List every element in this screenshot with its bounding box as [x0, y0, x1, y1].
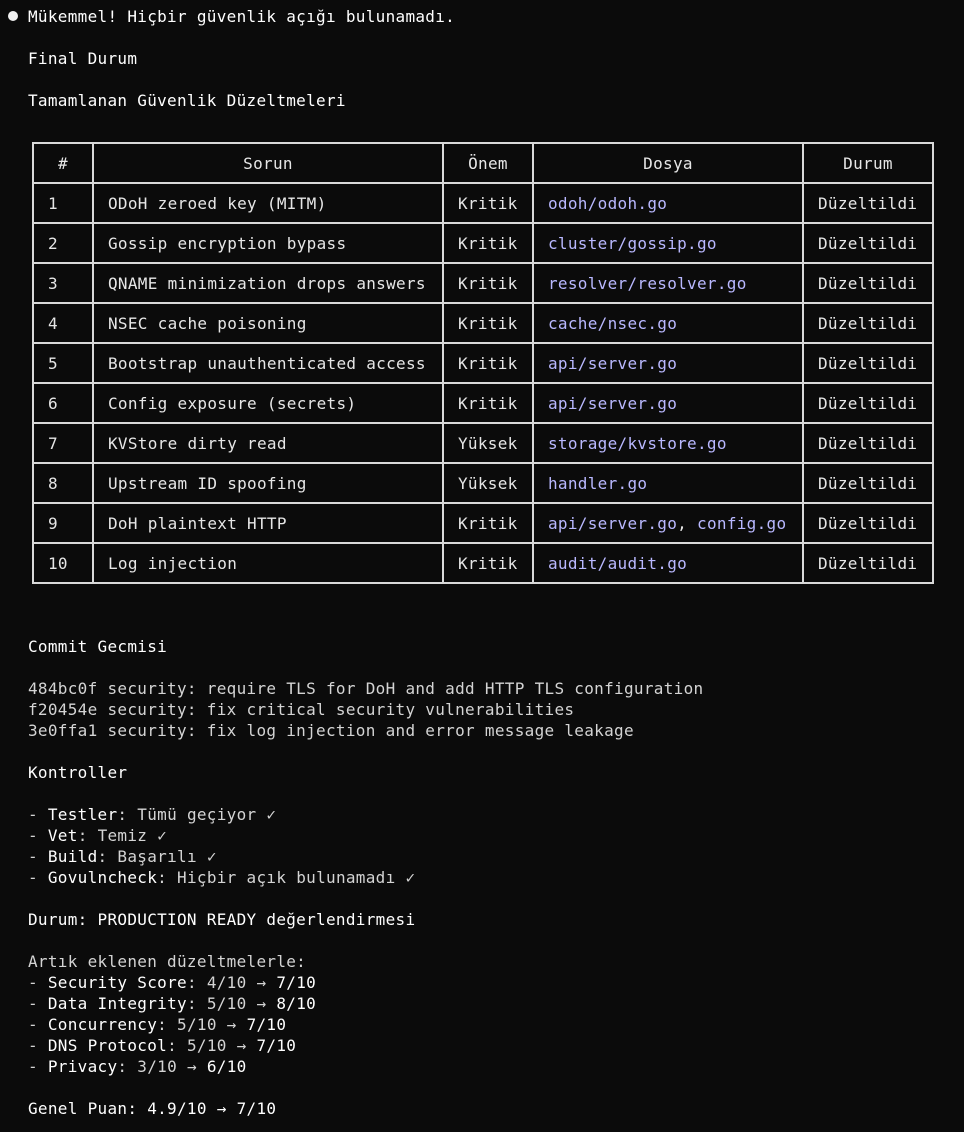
row-severity: Kritik — [443, 383, 533, 423]
row-issue: Gossip encryption bypass — [93, 223, 443, 263]
commit-line: f20454e security: fix critical security vulnerabilities — [28, 700, 575, 719]
score-item: - Concurrency: 5/10 → 7/10 — [28, 1015, 287, 1034]
status-bullet-icon — [8, 11, 18, 21]
row-severity: Kritik — [443, 543, 533, 583]
row-files — [533, 423, 803, 463]
check-label: Govulncheck — [47, 868, 158, 887]
table-row — [33, 423, 933, 463]
row-status: Düzeltildi — [803, 183, 933, 223]
row-files — [533, 263, 803, 303]
assessment-intro: Artık eklenen düzeltmelerle: — [28, 952, 307, 971]
score-item: - DNS Protocol: 5/10 → 7/10 — [28, 1036, 297, 1055]
file-link[interactable]: api/server.go — [548, 353, 678, 373]
score-label: Data Integrity — [47, 994, 187, 1013]
file-link[interactable]: api/server.go — [548, 393, 678, 413]
row-files — [533, 223, 803, 263]
check-item: - Build: Başarılı ✓ — [28, 847, 217, 866]
row-issue: Bootstrap unauthenticated access — [93, 343, 443, 383]
row-issue: Upstream ID spoofing — [93, 463, 443, 503]
row-status: Düzeltildi — [803, 303, 933, 343]
row-num: 10 — [33, 543, 93, 583]
check-item: - Vet: Temiz ✓ — [28, 826, 168, 845]
row-files — [533, 383, 803, 423]
check-label: Build — [47, 847, 98, 866]
table-row — [33, 303, 933, 343]
score-label: Privacy — [47, 1057, 118, 1076]
check-value: Temiz ✓ — [97, 826, 168, 845]
check-item: - Testler: Tümü geçiyor ✓ — [28, 805, 277, 824]
row-status: Düzeltildi — [803, 223, 933, 263]
check-label: Testler — [47, 805, 118, 824]
row-files — [533, 183, 803, 223]
row-num: 4 — [33, 303, 93, 343]
row-files — [533, 303, 803, 343]
score-before: 5/10 — [177, 1015, 217, 1034]
row-severity: Kritik — [443, 263, 533, 303]
commits-heading: Commit Gecmisi — [28, 637, 168, 656]
row-status: Düzeltildi — [803, 463, 933, 503]
score-label: Concurrency — [47, 1015, 158, 1034]
file-link[interactable]: audit/audit.go — [548, 553, 688, 573]
row-num: 6 — [33, 383, 93, 423]
section-heading: Tamamlanan Güvenlik Düzeltmeleri — [28, 91, 346, 110]
table-row — [33, 383, 933, 423]
row-severity: Kritik — [443, 183, 533, 223]
score-before: 4/10 — [206, 973, 247, 992]
score-after: 7/10 — [276, 973, 317, 992]
check-value: Hiçbir açık bulunamadı ✓ — [177, 868, 416, 887]
row-severity: Kritik — [443, 343, 533, 383]
score-after: 6/10 — [206, 1057, 247, 1076]
file-link[interactable]: api/server.go — [548, 513, 678, 533]
header-num: # — [33, 143, 93, 183]
row-num: 8 — [33, 463, 93, 503]
score-before: 5/10 — [186, 1036, 227, 1055]
table-row — [33, 223, 933, 263]
file-link[interactable]: odoh/odoh.go — [548, 193, 668, 213]
check-item: - Govulncheck: Hiçbir açık bulunamadı ✓ — [28, 868, 416, 887]
status-message: Mükemmel! Hiçbir güvenlik açığı bulunamadı. — [28, 7, 456, 26]
file-link[interactable]: handler.go — [548, 473, 648, 493]
row-num: 5 — [33, 343, 93, 383]
row-severity: Kritik — [443, 503, 533, 543]
check-label: Vet — [47, 826, 78, 845]
row-severity: Kritik — [443, 223, 533, 263]
header-status: Durum — [803, 143, 933, 183]
score-item: - Data Integrity: 5/10 → 8/10 — [28, 994, 317, 1013]
commit-line: 484bc0f security: require TLS for DoH and add HTTP TLS configuration — [28, 679, 704, 698]
table-row — [33, 183, 933, 223]
row-issue: NSEC cache poisoning — [93, 303, 443, 343]
row-status: Düzeltildi — [803, 263, 933, 303]
row-status: Düzeltildi — [803, 423, 933, 463]
score-before: 3/10 — [137, 1057, 178, 1076]
row-issue: KVStore dirty read — [93, 423, 443, 463]
table-row — [33, 503, 933, 543]
table-header-row — [33, 143, 933, 183]
score-after: 7/10 — [256, 1036, 297, 1055]
table-row — [33, 543, 933, 583]
table-row — [33, 263, 933, 303]
checks-heading: Kontroller — [28, 763, 128, 782]
file-link[interactable]: config.go — [697, 513, 787, 533]
row-files: api/server.go, config.go — [533, 503, 803, 543]
file-link[interactable]: storage/kvstore.go — [548, 433, 727, 453]
overall-score: Genel Puan: 4.9/10 → 7/10 — [28, 1099, 277, 1118]
score-label: Security Score — [47, 973, 187, 992]
row-files — [533, 543, 803, 583]
score-item: - Security Score: 4/10 → 7/10 — [28, 973, 317, 992]
file-link[interactable]: cache/nsec.go — [548, 313, 678, 333]
row-num: 2 — [33, 223, 93, 263]
row-num: 9 — [33, 503, 93, 543]
score-label: DNS Protocol — [47, 1036, 168, 1055]
row-status: Düzeltildi — [803, 503, 933, 543]
score-after: 7/10 — [246, 1015, 287, 1034]
row-issue: Config exposure (secrets) — [93, 383, 443, 423]
check-value: Tümü geçiyor ✓ — [137, 805, 277, 824]
fixes-table — [32, 142, 934, 584]
final-heading: Final Durum — [28, 49, 138, 68]
row-severity: Kritik — [443, 303, 533, 343]
row-severity: Yüksek — [443, 463, 533, 503]
check-value: Başarılı ✓ — [117, 847, 217, 866]
row-issue: DoH plaintext HTTP — [93, 503, 443, 543]
header-file: Dosya — [533, 143, 803, 183]
score-item: - Privacy: 3/10 → 6/10 — [28, 1057, 247, 1076]
header-issue: Sorun — [93, 143, 443, 183]
row-status: Düzeltildi — [803, 543, 933, 583]
row-issue: QNAME minimization drops answers — [93, 263, 443, 303]
commit-line: 3e0ffa1 security: fix log injection and error message leakage — [28, 721, 634, 740]
assessment-heading: Durum: PRODUCTION READY değerlendirmesi — [28, 910, 416, 929]
row-issue: Log injection — [93, 543, 443, 583]
row-num: 7 — [33, 423, 93, 463]
score-after: 8/10 — [276, 994, 317, 1013]
table-row — [33, 343, 933, 383]
row-status: Düzeltildi — [803, 383, 933, 423]
file-link[interactable]: cluster/gossip.go — [548, 233, 717, 253]
file-link[interactable]: resolver/resolver.go — [548, 273, 747, 293]
header-severity: Önem — [443, 143, 533, 183]
row-issue: ODoH zeroed key (MITM) — [93, 183, 443, 223]
table-row — [33, 463, 933, 503]
row-severity: Yüksek — [443, 423, 533, 463]
score-before: 5/10 — [206, 994, 247, 1013]
row-status: Düzeltildi — [803, 343, 933, 383]
row-num: 3 — [33, 263, 93, 303]
row-num: 1 — [33, 183, 93, 223]
row-files — [533, 343, 803, 383]
row-files — [533, 463, 803, 503]
